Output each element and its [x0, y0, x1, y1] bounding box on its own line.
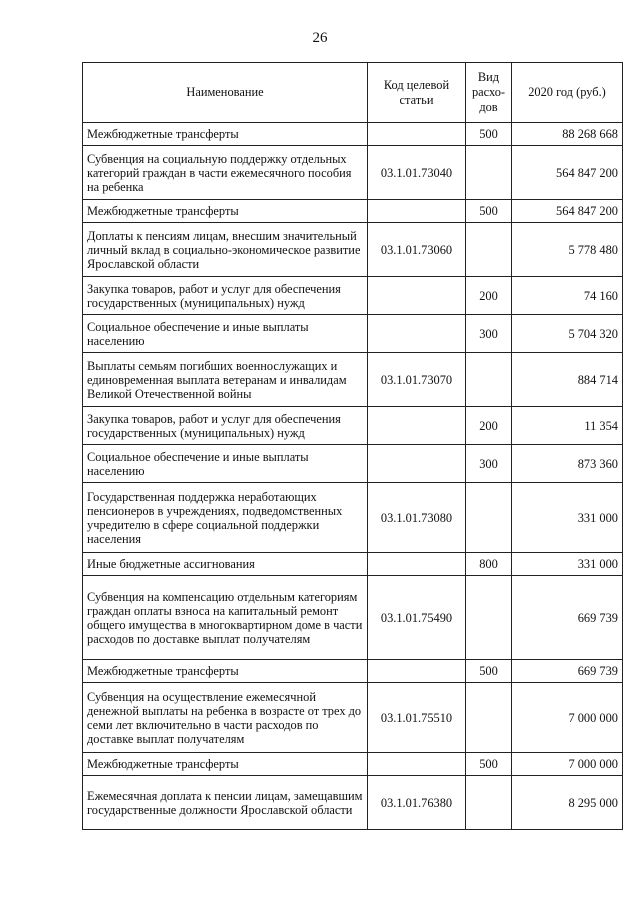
row-code	[368, 753, 466, 776]
table-row	[83, 576, 623, 660]
row-name: Межбюджетные трансферты	[83, 123, 368, 146]
header-name: Наименование	[83, 63, 368, 123]
row-name: Межбюджетные трансферты	[83, 200, 368, 223]
table-row	[83, 315, 623, 353]
row-name: Закупка товаров, работ и услуг для обеспечения государственных (муниципальных) нужд	[83, 407, 368, 445]
row-name: Субвенция на компенсацию отдельным категориям граждан оплаты взноса на капитальный ремонт общего имущества в многоквартирном доме в части расходов по доставке выплат получателям	[83, 576, 368, 660]
row-kind: 500	[466, 660, 512, 683]
row-sum: 331 000	[512, 553, 623, 576]
table-row	[83, 445, 623, 483]
table-header-row	[83, 63, 623, 123]
row-kind: 200	[466, 407, 512, 445]
row-code: 03.1.01.73040	[368, 146, 466, 200]
row-sum: 873 360	[512, 445, 623, 483]
row-sum: 8 295 000	[512, 776, 623, 830]
row-kind: 300	[466, 315, 512, 353]
row-sum: 88 268 668	[512, 123, 623, 146]
table-row	[83, 407, 623, 445]
row-code: 03.1.01.76380	[368, 776, 466, 830]
table-row	[83, 353, 623, 407]
row-name: Социальное обеспечение и иные выплаты населению	[83, 315, 368, 353]
row-sum: 74 160	[512, 277, 623, 315]
row-name: Выплаты семьям погибших военнослужащих и единовременная выплата ветеранам и инвалидам Великой Отечественной войны	[83, 353, 368, 407]
row-code	[368, 315, 466, 353]
row-name: Доплаты к пенсиям лицам, внесшим значительный личный вклад в социально-экономическое развитие Ярославской области	[83, 223, 368, 277]
row-name: Иные бюджетные ассигнования	[83, 553, 368, 576]
row-kind	[466, 146, 512, 200]
budget-table	[82, 62, 623, 830]
row-kind	[466, 776, 512, 830]
row-code	[368, 445, 466, 483]
table-row	[83, 483, 623, 553]
row-sum: 669 739	[512, 576, 623, 660]
row-name: Закупка товаров, работ и услуг для обеспечения государственных (муниципальных) нужд	[83, 277, 368, 315]
row-sum: 331 000	[512, 483, 623, 553]
row-code: 03.1.01.75490	[368, 576, 466, 660]
row-sum: 7 000 000	[512, 683, 623, 753]
table-row	[83, 683, 623, 753]
row-sum: 884 714	[512, 353, 623, 407]
row-name: Межбюджетные трансферты	[83, 753, 368, 776]
row-kind: 200	[466, 277, 512, 315]
row-code	[368, 123, 466, 146]
row-kind: 500	[466, 200, 512, 223]
table-row	[83, 753, 623, 776]
row-name: Ежемесячная доплата к пенсии лицам, замещавшим государственные должности Ярославской области	[83, 776, 368, 830]
table-row	[83, 776, 623, 830]
row-code: 03.1.01.73060	[368, 223, 466, 277]
table-row	[83, 223, 623, 277]
header-code: Код целевой статьи	[368, 63, 466, 123]
row-kind: 500	[466, 123, 512, 146]
row-kind	[466, 353, 512, 407]
page-number: 26	[312, 30, 328, 46]
table-row	[83, 146, 623, 200]
row-code: 03.1.01.73080	[368, 483, 466, 553]
row-name: Межбюджетные трансферты	[83, 660, 368, 683]
table-row	[83, 277, 623, 315]
table-row	[83, 660, 623, 683]
row-kind	[466, 683, 512, 753]
table-row	[83, 553, 623, 576]
row-code	[368, 553, 466, 576]
header-sum: 2020 год (руб.)	[512, 63, 623, 123]
row-kind	[466, 483, 512, 553]
row-code	[368, 277, 466, 315]
row-name: Субвенция на осуществление ежемесячной денежной выплаты на ребенка в возрасте от трех до семи лет включительно в части расходов по доставке выплат получателям	[83, 683, 368, 753]
row-name: Социальное обеспечение и иные выплаты населению	[83, 445, 368, 483]
row-kind: 500	[466, 753, 512, 776]
row-code	[368, 407, 466, 445]
row-code: 03.1.01.73070	[368, 353, 466, 407]
row-code: 03.1.01.75510	[368, 683, 466, 753]
row-name: Государственная поддержка неработающих пенсионеров в учреждениях, подведомственных учредителю в сфере социальной поддержки населения	[83, 483, 368, 553]
row-name: Субвенция на социальную поддержку отдельных категорий граждан в части ежемесячного пособия на ребенка	[83, 146, 368, 200]
row-code	[368, 200, 466, 223]
header-kind: Вид расхо-дов	[466, 63, 512, 123]
row-sum: 5 704 320	[512, 315, 623, 353]
row-code	[368, 660, 466, 683]
row-sum: 669 739	[512, 660, 623, 683]
row-kind: 300	[466, 445, 512, 483]
row-sum: 11 354	[512, 407, 623, 445]
row-kind	[466, 576, 512, 660]
row-sum: 564 847 200	[512, 146, 623, 200]
table-row	[83, 200, 623, 223]
row-kind	[466, 223, 512, 277]
table-row	[83, 123, 623, 146]
row-sum: 7 000 000	[512, 753, 623, 776]
row-sum: 5 778 480	[512, 223, 623, 277]
row-kind: 800	[466, 553, 512, 576]
row-sum: 564 847 200	[512, 200, 623, 223]
